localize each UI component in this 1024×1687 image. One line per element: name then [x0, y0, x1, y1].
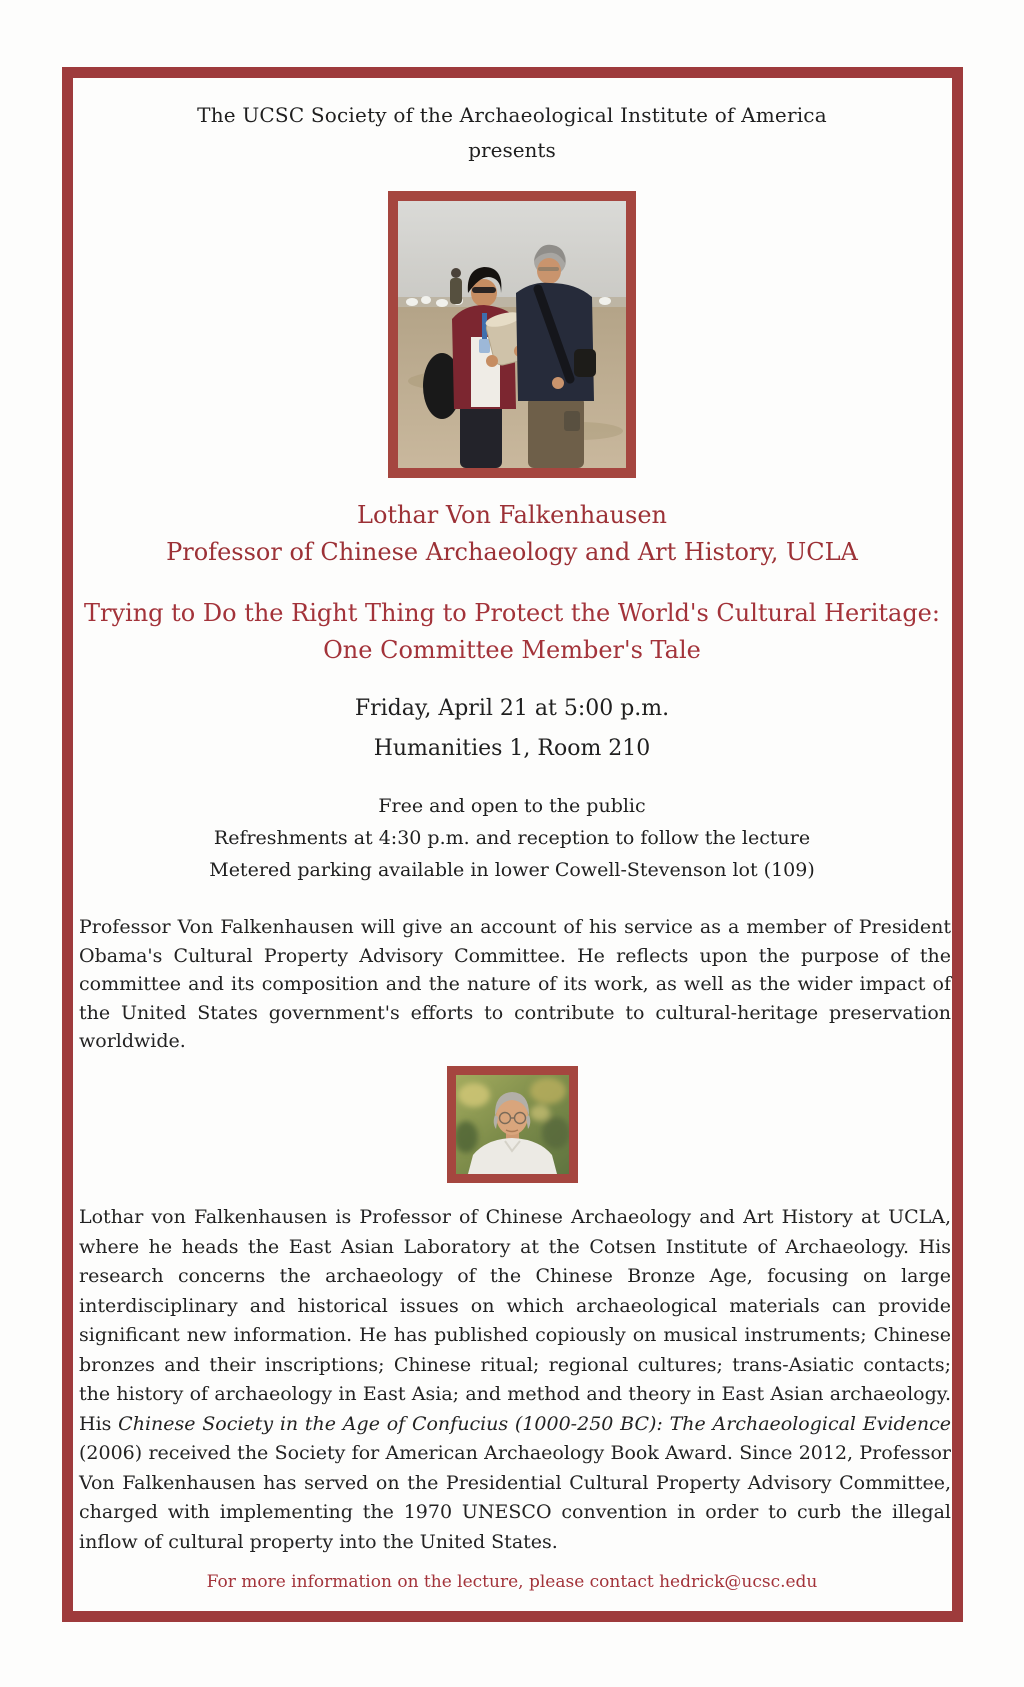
detail-free-admission: Free and open to the public	[378, 795, 646, 817]
speaker-bio	[79, 1203, 951, 1557]
presents-label: presents	[468, 138, 556, 162]
bio-text-part1: Lothar von Falkenhausen is Professor of Chinese Archaeology and Art History at UCLA, where he heads the East Asian Laboratory at the Cotsen Institute of Archaeology. His research concerns the archaeology of the Chinese Bronze Age, focusing on large interdisciplinary and historical issues on which archaeological materials can provide significant new information. He has published copiously on musical instruments; Chinese bronzes and their inscriptions; Chinese ritual; regional cultures; trans-Asiatic contacts; the history of archaeology in East Asia; and method and theory in East Asian archaeology. His	[79, 1206, 951, 1435]
society-header: The UCSC Society of the Archaeological Institute of America	[197, 103, 827, 127]
detail-refreshments: Refreshments at 4:30 p.m. and reception to follow the lecture	[213, 827, 811, 849]
bio-text-part2: (2006) received the Society for American Archaeology Book Award. Since 2012, Professor Von Falkenhausen has served on the Presidential Cultural Property Advisory Committee, charged with implementing the 1970 UNESCO convention in order to curb the illegal inflow of cultural property into the United States.	[79, 1442, 951, 1553]
bio-book-title: Chinese Society in the Age of Confucius (1000-250 BC): The Archaeological Evidence	[118, 1412, 951, 1435]
lecture-location: Humanities 1, Room 210	[373, 736, 651, 761]
lecture-abstract: Professor Von Falkenhausen will give an account of his service as a member of President Obama's Cultural Property Advisory Committee. He reflects upon the purpose of the committee and its composition and the nature of its work, as well as the wider impact of the United States government's efforts to contribute to cultural-heritage preservation worldwide.	[79, 916, 951, 1052]
detail-parking: Metered parking available in lower Cowell-Stevenson lot (109)	[209, 859, 815, 881]
lecture-datetime: Friday, April 21 at 5:00 p.m.	[354, 696, 670, 721]
speaker-name: Lothar Von Falkenhausen	[357, 501, 667, 529]
speaker-portrait-photo	[447, 1066, 578, 1183]
field-photo	[388, 191, 636, 478]
field-photo-illustration	[398, 201, 626, 468]
speaker-title: Professor of Chinese Archaeology and Art History, UCLA	[166, 538, 858, 566]
speaker-portrait-illustration	[456, 1075, 569, 1174]
contact-info: For more information on the lecture, please contact hedrick@ucsc.edu	[206, 1572, 818, 1592]
lecture-title-line2: One Committee Member's Tale	[323, 636, 701, 664]
distant-person	[450, 268, 462, 304]
lecture-title-line1: Trying to Do the Right Thing to Protect the World's Cultural Heritage:	[84, 599, 940, 627]
